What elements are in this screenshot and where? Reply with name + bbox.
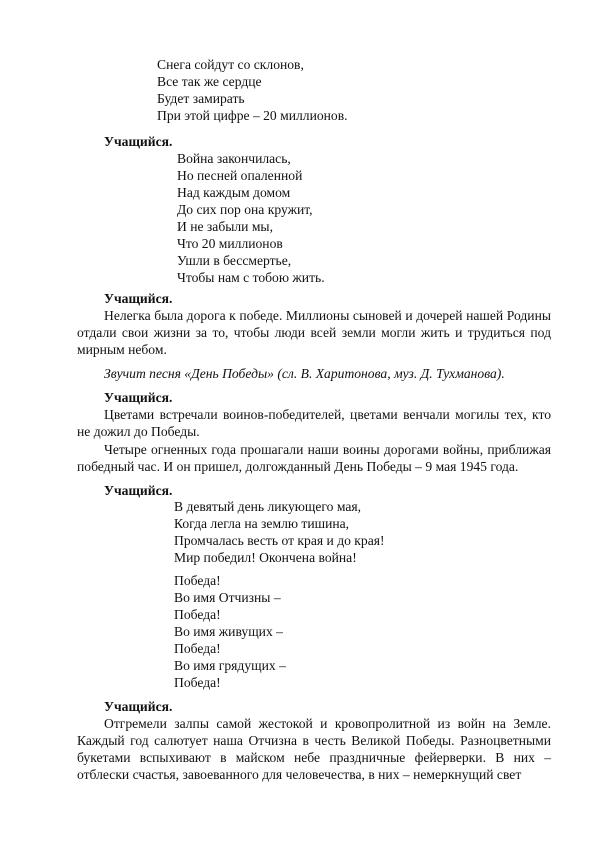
speaker-label: Учащийся. [104,390,173,405]
poem-line: До сих пор она кружит, [177,202,313,217]
poem-line: Победа! [174,573,221,588]
poem-line: Победа! [174,675,221,690]
speaker-label: Учащийся. [104,699,173,714]
poem-line: Во имя грядущих – [174,658,286,673]
poem-line: Ушли в бессмертье, [177,253,292,268]
poem-line: Когда легла на землю тишина, [174,516,350,531]
poem-stanza-1 [157,56,348,124]
poem-line: Во имя Отчизны – [174,590,281,605]
poem-stanza-3 [174,498,385,566]
speaker-label: Учащийся. [104,134,173,149]
poem-line: Победа! [174,607,221,622]
poem-stanza-4 [174,572,286,691]
poem-line: Снега сойдут со склонов, [157,57,304,72]
poem-line: При этой цифре – 20 миллионов. [157,108,348,123]
poem-line: Будет замирать [157,91,245,106]
poem-line: Чтобы нам с тобою жить. [177,270,325,285]
paragraph: Нелегка была дорога к победе. Миллионы сыновей и дочерей нашей Родины отдали свои жизни за то, чтобы люди всей земли могли жить и трудиться под мирным небом. [77,308,551,357]
poem-line: Что 20 миллионов [177,236,283,251]
speaker-label: Учащийся. [104,291,173,306]
poem-line: Все так же сердце [157,74,262,89]
poem-line: Но песней опаленной [177,168,303,183]
poem-line: И не забыли мы, [177,219,273,234]
poem-line: Промчалась весть от края и до края! [174,533,385,548]
poem-line: В девятый день ликующего мая, [174,499,362,514]
paragraph: Отгремели залпы самой жестокой и кровопролитной из войн на Земле. Каждый год салютует наша Отчизна в честь Великой Победы. Разноцветными букетами вспыхивают в майском небе праздничные фейерверки. В них – отблески счастья, завоеванного для человечества, в них – немеркнущий свет [77,716,551,782]
paragraph: Цветами встречали воинов-победителей, цветами венчали могилы тех, кто не дожил до Победы. [77,407,551,439]
poem-line: Во имя живущих – [174,624,283,639]
poem-line: Победа! [174,641,221,656]
poem-line: Война закончилась, [177,151,291,166]
speaker-label: Учащийся. [104,483,173,498]
poem-stanza-2 [177,150,325,286]
stage-direction: Звучит песня «День Победы» (сл. В. Харитонова, муз. Д. Тухманова). [104,366,505,381]
paragraph: Четыре огненных года прошагали наши воины дорогами войны, приближая победный час. И он пришел, долгожданный День Победы – 9 мая 1945 года. [77,442,551,474]
poem-line: Над каждым домом [177,185,291,200]
poem-line: Мир победил! Окончена война! [174,550,357,565]
